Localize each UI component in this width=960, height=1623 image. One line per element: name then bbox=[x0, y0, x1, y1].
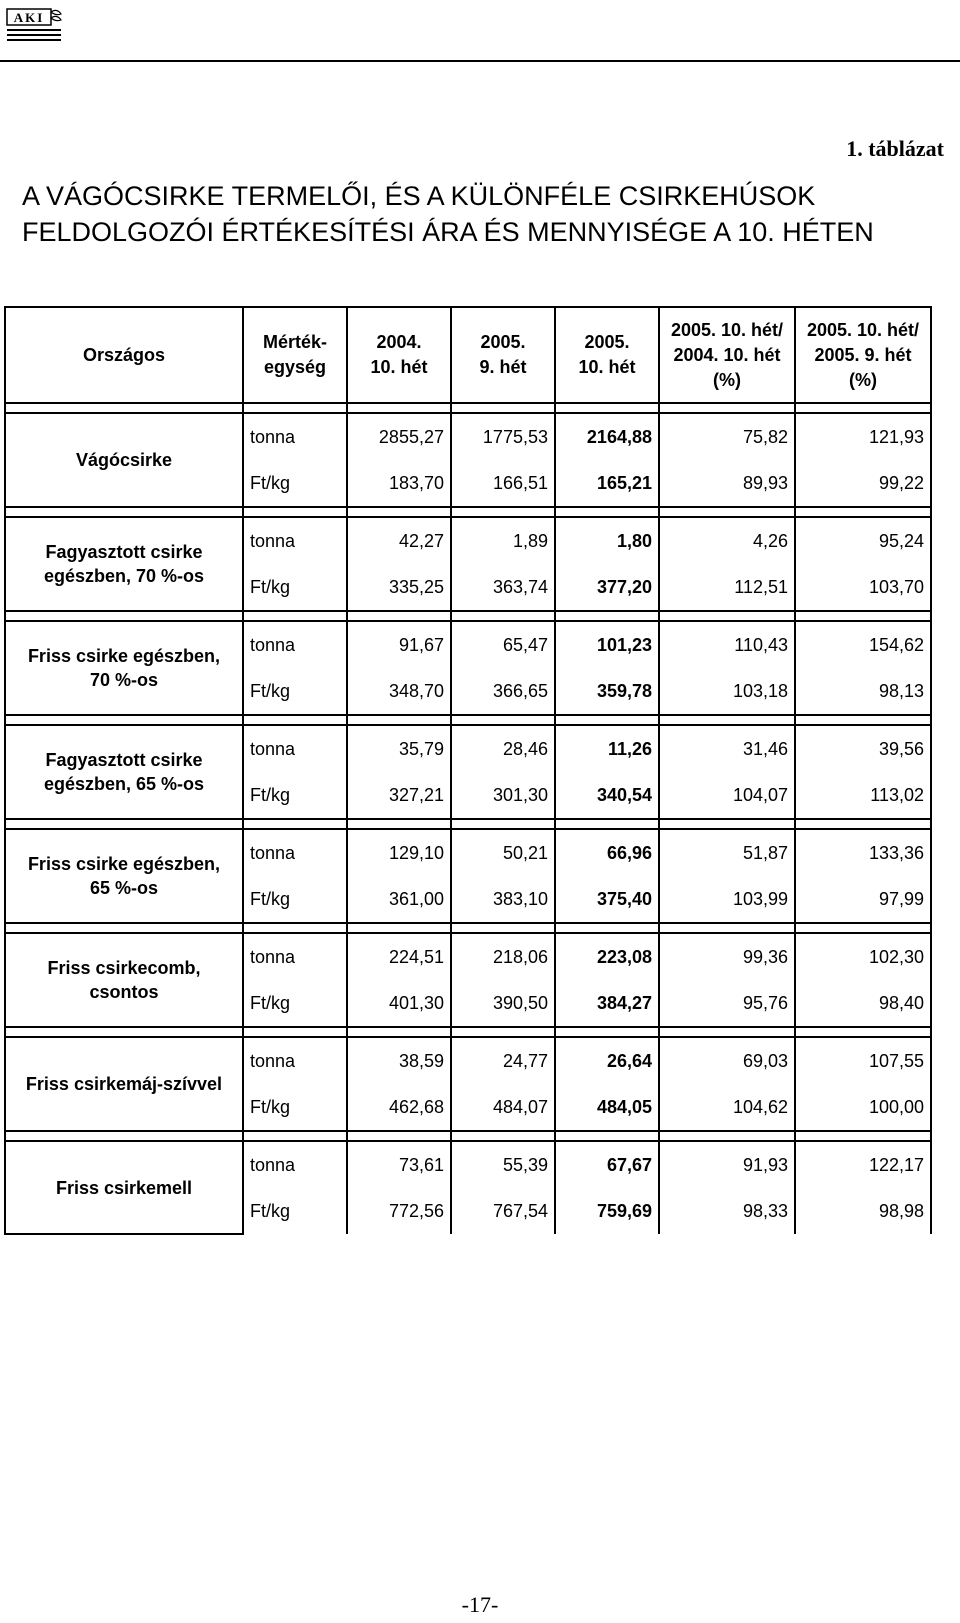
unit-cell: Ft/kg bbox=[243, 1188, 347, 1234]
unit-cell: Ft/kg bbox=[243, 668, 347, 715]
value-ratio-yoy: 110,43 bbox=[659, 621, 795, 668]
value-2004-w10: 348,70 bbox=[347, 668, 451, 715]
logo-text: AKI bbox=[13, 10, 45, 25]
value-2005-w10: 101,23 bbox=[555, 621, 659, 668]
table-row bbox=[5, 517, 931, 564]
table-row bbox=[5, 933, 931, 980]
product-name bbox=[5, 413, 243, 507]
value-ratio-yoy: 51,87 bbox=[659, 829, 795, 876]
unit-cell: tonna bbox=[243, 1037, 347, 1084]
value-2005-w10: 484,05 bbox=[555, 1084, 659, 1131]
value-ratio-yoy: 103,18 bbox=[659, 668, 795, 715]
product-name-line: csontos bbox=[89, 982, 159, 1002]
table-row bbox=[5, 1141, 931, 1188]
unit-cell: Ft/kg bbox=[243, 980, 347, 1027]
value-ratio-wow: 98,13 bbox=[795, 668, 931, 715]
value-2005-w9: 55,39 bbox=[451, 1141, 555, 1188]
product-name-line: Fagyasztott csirke bbox=[45, 750, 203, 770]
value-2005-w10: 2164,88 bbox=[555, 413, 659, 460]
unit-cell: tonna bbox=[243, 933, 347, 980]
row-spacer bbox=[5, 403, 931, 413]
value-2005-w10: 384,27 bbox=[555, 980, 659, 1027]
value-2004-w10: 327,21 bbox=[347, 772, 451, 819]
value-ratio-wow: 103,70 bbox=[795, 564, 931, 611]
table-row bbox=[5, 829, 931, 876]
product-name-line: egészben, 65 %-os bbox=[43, 774, 205, 794]
product-name bbox=[5, 1037, 243, 1131]
value-ratio-yoy: 4,26 bbox=[659, 517, 795, 564]
value-ratio-wow: 99,22 bbox=[795, 460, 931, 507]
col-ratio-wow: 2005. 10. hét/ 2005. 9. hét (%) bbox=[795, 307, 931, 403]
value-2004-w10: 335,25 bbox=[347, 564, 451, 611]
value-2005-w10: 223,08 bbox=[555, 933, 659, 980]
value-2005-w9: 767,54 bbox=[451, 1188, 555, 1234]
aki-logo bbox=[4, 6, 64, 46]
table-row bbox=[5, 413, 931, 460]
page-number: -17- bbox=[461, 1592, 499, 1617]
value-2005-w10: 375,40 bbox=[555, 876, 659, 923]
value-2005-w9: 166,51 bbox=[451, 460, 555, 507]
value-2005-w9: 218,06 bbox=[451, 933, 555, 980]
value-2005-w9: 383,10 bbox=[451, 876, 555, 923]
value-ratio-wow: 107,55 bbox=[795, 1037, 931, 1084]
row-spacer bbox=[5, 1027, 931, 1037]
value-ratio-wow: 95,24 bbox=[795, 517, 931, 564]
value-2005-w10: 1,80 bbox=[555, 517, 659, 564]
product-name-line: Friss csirkemell bbox=[55, 1177, 193, 1198]
col-2005-w10: 2005. 10. hét bbox=[555, 307, 659, 403]
unit-cell: tonna bbox=[243, 621, 347, 668]
header-rule bbox=[0, 60, 960, 62]
value-ratio-yoy: 95,76 bbox=[659, 980, 795, 1027]
unit-cell: tonna bbox=[243, 725, 347, 772]
value-2005-w10: 66,96 bbox=[555, 829, 659, 876]
value-2004-w10: 401,30 bbox=[347, 980, 451, 1027]
value-ratio-yoy: 75,82 bbox=[659, 413, 795, 460]
value-ratio-wow: 122,17 bbox=[795, 1141, 931, 1188]
value-ratio-yoy: 91,93 bbox=[659, 1141, 795, 1188]
product-name bbox=[5, 517, 243, 611]
unit-cell: tonna bbox=[243, 517, 347, 564]
unit-cell: Ft/kg bbox=[243, 876, 347, 923]
value-ratio-wow: 121,93 bbox=[795, 413, 931, 460]
value-ratio-yoy: 31,46 bbox=[659, 725, 795, 772]
value-ratio-wow: 113,02 bbox=[795, 772, 931, 819]
value-ratio-wow: 97,99 bbox=[795, 876, 931, 923]
unit-cell: Ft/kg bbox=[243, 1084, 347, 1131]
value-2004-w10: 73,61 bbox=[347, 1141, 451, 1188]
product-name bbox=[5, 933, 243, 1027]
value-2005-w9: 301,30 bbox=[451, 772, 555, 819]
row-spacer bbox=[5, 923, 931, 933]
value-2004-w10: 224,51 bbox=[347, 933, 451, 980]
value-2005-w10: 165,21 bbox=[555, 460, 659, 507]
row-spacer bbox=[5, 507, 931, 517]
col-unit: Mérték- egység bbox=[243, 307, 347, 403]
value-ratio-wow: 154,62 bbox=[795, 621, 931, 668]
product-name bbox=[5, 829, 243, 923]
title-line-2: FELDOLGOZÓI ÉRTÉKESÍTÉSI ÁRA ÉS MENNYISÉGE A 10. HÉTEN bbox=[22, 217, 874, 247]
value-ratio-wow: 98,98 bbox=[795, 1188, 931, 1234]
value-ratio-yoy: 104,07 bbox=[659, 772, 795, 819]
value-ratio-yoy: 112,51 bbox=[659, 564, 795, 611]
value-2005-w10: 67,67 bbox=[555, 1141, 659, 1188]
product-name-line: 65 %-os bbox=[89, 878, 159, 898]
row-spacer bbox=[5, 1131, 931, 1141]
document-title bbox=[22, 178, 874, 250]
value-2004-w10: 91,67 bbox=[347, 621, 451, 668]
product-name-line: Friss csirkemáj-szívvel bbox=[25, 1074, 223, 1094]
product-name-line: Friss csirkecomb, bbox=[47, 958, 201, 978]
product-name-line: Friss csirke egészben, bbox=[27, 646, 221, 666]
product-name-line: Fagyasztott csirke bbox=[45, 542, 203, 562]
value-2005-w9: 65,47 bbox=[451, 621, 555, 668]
row-spacer bbox=[5, 819, 931, 829]
value-2004-w10: 42,27 bbox=[347, 517, 451, 564]
value-ratio-wow: 98,40 bbox=[795, 980, 931, 1027]
value-2004-w10: 183,70 bbox=[347, 460, 451, 507]
table-row bbox=[5, 725, 931, 772]
product-name-line: egészben, 70 %-os bbox=[43, 566, 205, 586]
col-2004-w10: 2004. 10. hét bbox=[347, 307, 451, 403]
value-ratio-yoy: 99,36 bbox=[659, 933, 795, 980]
value-2005-w10: 340,54 bbox=[555, 772, 659, 819]
product-name bbox=[5, 725, 243, 819]
value-2004-w10: 35,79 bbox=[347, 725, 451, 772]
value-ratio-yoy: 104,62 bbox=[659, 1084, 795, 1131]
header-row bbox=[5, 307, 931, 403]
value-2005-w9: 50,21 bbox=[451, 829, 555, 876]
value-2005-w9: 24,77 bbox=[451, 1037, 555, 1084]
price-table bbox=[4, 306, 932, 1235]
row-spacer bbox=[5, 715, 931, 725]
unit-cell: Ft/kg bbox=[243, 772, 347, 819]
value-2005-w9: 363,74 bbox=[451, 564, 555, 611]
value-2004-w10: 772,56 bbox=[347, 1188, 451, 1234]
value-2005-w9: 28,46 bbox=[451, 725, 555, 772]
value-2005-w10: 377,20 bbox=[555, 564, 659, 611]
value-ratio-wow: 133,36 bbox=[795, 829, 931, 876]
product-name bbox=[5, 1141, 243, 1234]
product-name-line: Vágócsirke bbox=[75, 450, 173, 470]
value-ratio-yoy: 69,03 bbox=[659, 1037, 795, 1084]
value-ratio-yoy: 103,99 bbox=[659, 876, 795, 923]
product-name-line: Friss csirke egészben, bbox=[27, 854, 221, 874]
table-row bbox=[5, 1037, 931, 1084]
value-2005-w10: 11,26 bbox=[555, 725, 659, 772]
product-name bbox=[5, 621, 243, 715]
value-ratio-wow: 102,30 bbox=[795, 933, 931, 980]
table-row bbox=[5, 621, 931, 668]
value-2005-w9: 484,07 bbox=[451, 1084, 555, 1131]
table-label: 1. táblázat bbox=[846, 136, 944, 161]
value-ratio-wow: 39,56 bbox=[795, 725, 931, 772]
value-2005-w9: 1775,53 bbox=[451, 413, 555, 460]
value-2004-w10: 462,68 bbox=[347, 1084, 451, 1131]
value-ratio-yoy: 89,93 bbox=[659, 460, 795, 507]
value-2005-w9: 390,50 bbox=[451, 980, 555, 1027]
col-ratio-yoy: 2005. 10. hét/ 2004. 10. hét (%) bbox=[659, 307, 795, 403]
unit-cell: Ft/kg bbox=[243, 564, 347, 611]
unit-cell: tonna bbox=[243, 413, 347, 460]
unit-cell: Ft/kg bbox=[243, 460, 347, 507]
title-line-1: A VÁGÓCSIRKE TERMELŐI, ÉS A KÜLÖNFÉLE CSIRKEHÚSOK bbox=[22, 181, 816, 211]
row-spacer bbox=[5, 611, 931, 621]
value-2004-w10: 2855,27 bbox=[347, 413, 451, 460]
unit-cell: tonna bbox=[243, 1141, 347, 1188]
value-2004-w10: 361,00 bbox=[347, 876, 451, 923]
unit-cell: tonna bbox=[243, 829, 347, 876]
value-2004-w10: 129,10 bbox=[347, 829, 451, 876]
value-ratio-yoy: 98,33 bbox=[659, 1188, 795, 1234]
col-country: Országos bbox=[5, 307, 243, 403]
col-2005-w9: 2005. 9. hét bbox=[451, 307, 555, 403]
value-2005-w10: 26,64 bbox=[555, 1037, 659, 1084]
value-ratio-wow: 100,00 bbox=[795, 1084, 931, 1131]
value-2005-w9: 366,65 bbox=[451, 668, 555, 715]
value-2005-w9: 1,89 bbox=[451, 517, 555, 564]
value-2005-w10: 759,69 bbox=[555, 1188, 659, 1234]
product-name-line: 70 %-os bbox=[89, 670, 159, 690]
value-2005-w10: 359,78 bbox=[555, 668, 659, 715]
value-2004-w10: 38,59 bbox=[347, 1037, 451, 1084]
